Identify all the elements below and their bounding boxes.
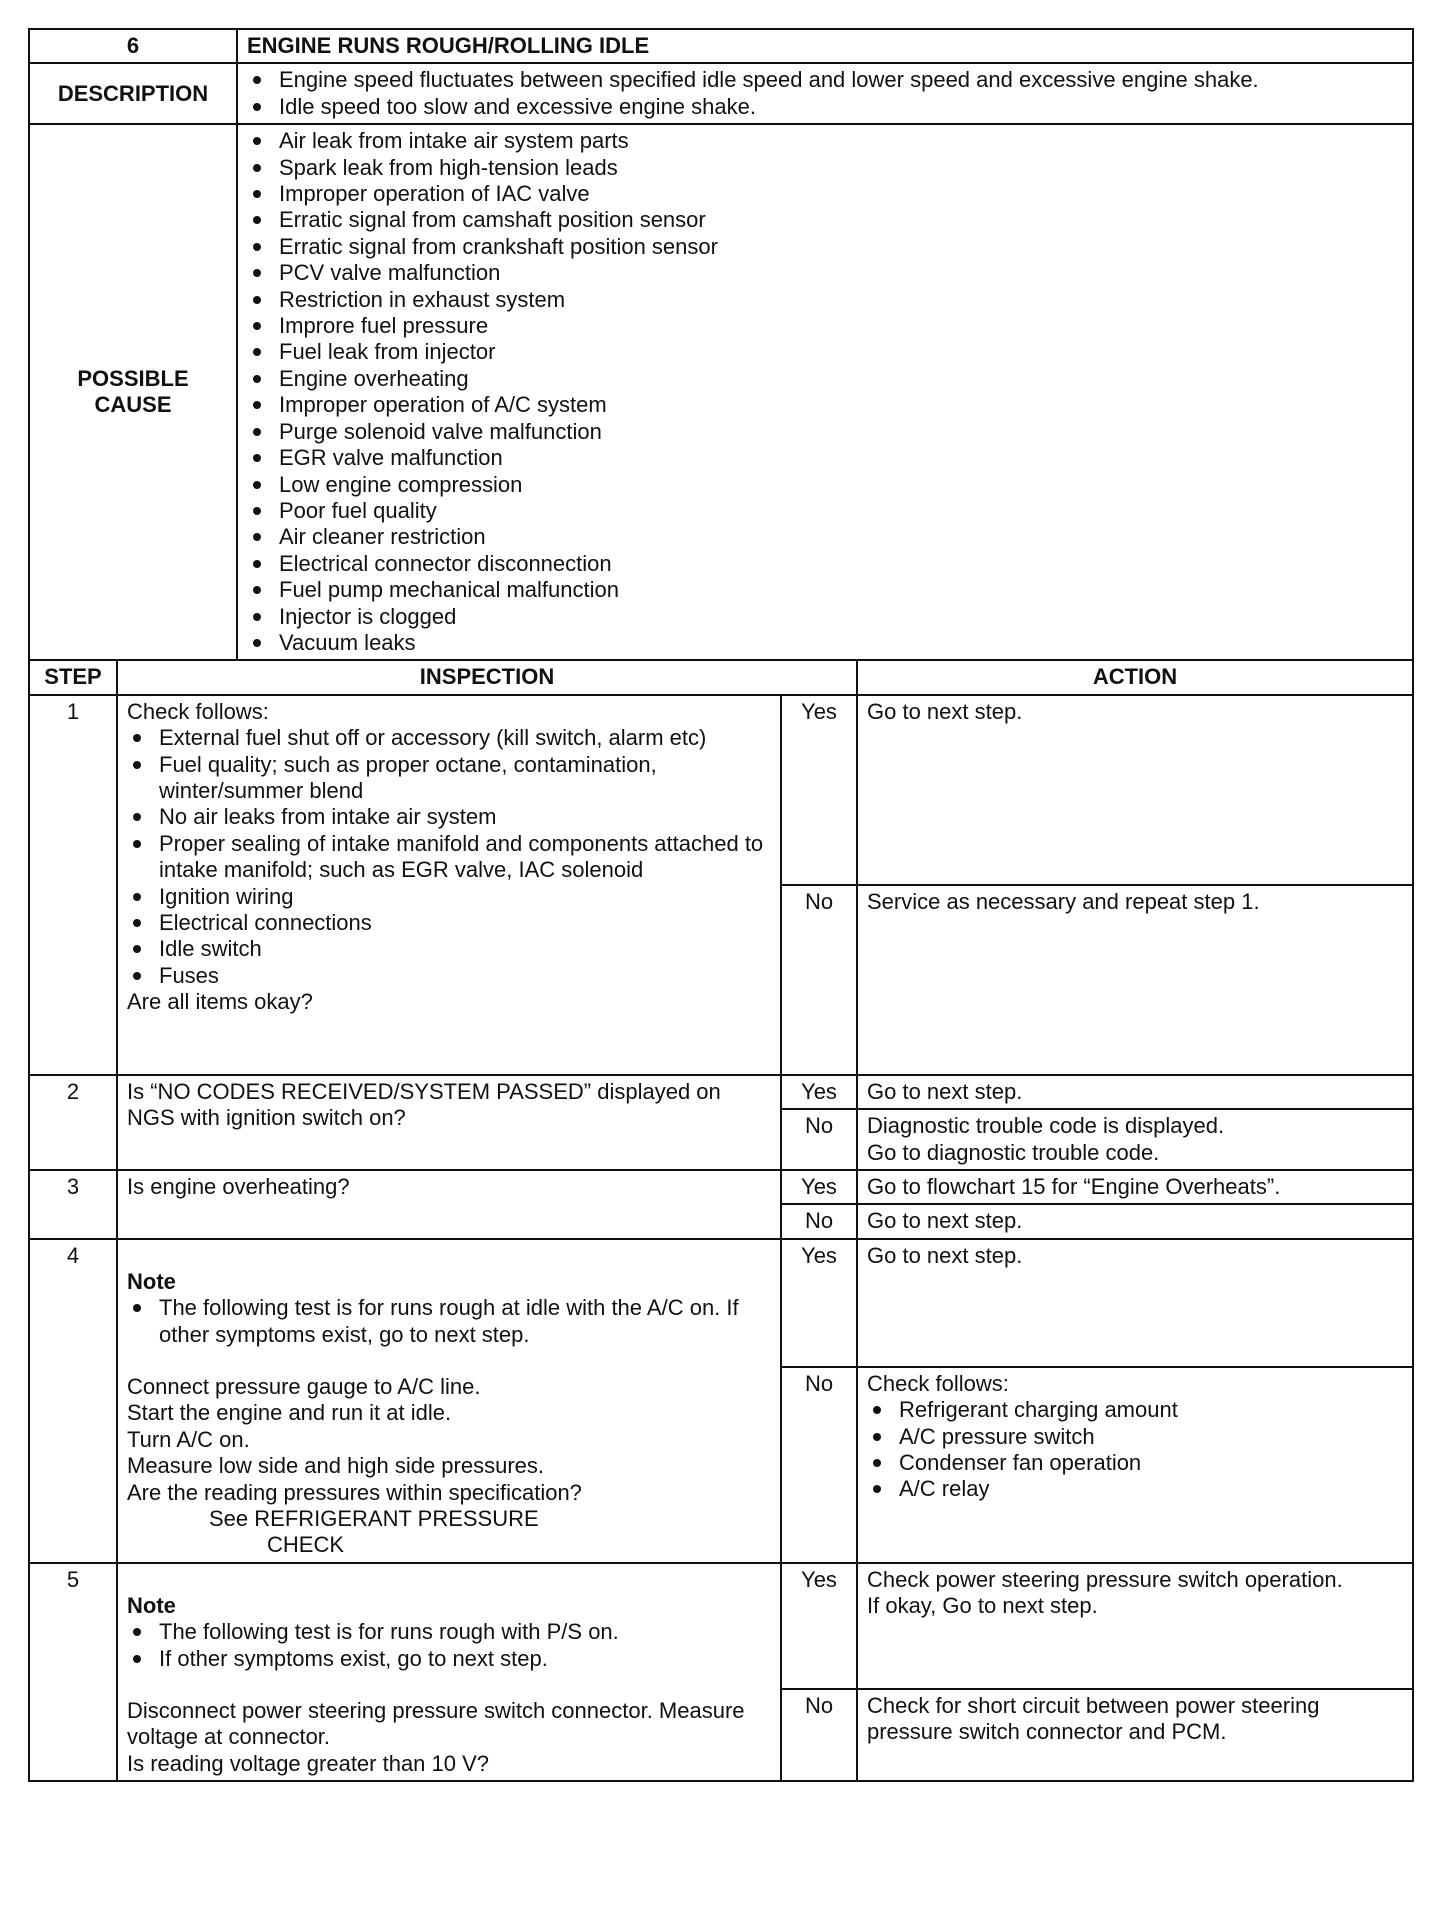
cause-item: Vacuum leaks [247, 630, 1403, 656]
step-2-inspection: Is “NO CODES RECEIVED/SYSTEM PASSED” displayed on NGS with ignition switch on? [117, 1075, 781, 1170]
step-3-yes-row [29, 1170, 1413, 1204]
note-title: Note [127, 1592, 176, 1618]
step-5-line: Disconnect power steering pressure switch connector. Measure voltage at connector. [127, 1698, 745, 1750]
step-1-check-item: No air leaks from intake air system [127, 804, 771, 830]
no-action: Service as necessary and repeat step 1. [857, 885, 1413, 1075]
check-item: Condenser fan operation [867, 1450, 1403, 1476]
yes-action: Go to flowchart 15 for “Engine Overheats”. [857, 1170, 1413, 1204]
spacer [127, 1348, 771, 1374]
step-1-inspection [117, 695, 781, 1075]
step-1-check-item: Fuel quality; such as proper octane, contamination, winter/summer blend [127, 752, 771, 805]
cause-item: Air cleaner restriction [247, 524, 1403, 550]
step-4-line: Connect pressure gauge to A/C line. [127, 1374, 481, 1399]
step-4-line: Start the engine and run it at idle. [127, 1400, 452, 1426]
step-4-inspection [117, 1239, 781, 1563]
description-label: DESCRIPTION [29, 63, 237, 124]
check-item: A/C relay [867, 1476, 1403, 1502]
cause-item: Improre fuel pressure [247, 313, 1403, 339]
cause-item: Erratic signal from camshaft position sensor [247, 207, 1403, 233]
flowchart-number: 6 [29, 29, 237, 63]
no-action-intro: Check follows: [867, 1370, 1009, 1396]
check-item: Refrigerant charging amount [867, 1397, 1403, 1423]
cause-item: EGR valve malfunction [247, 445, 1403, 471]
yes-label: Yes [781, 1239, 857, 1367]
see-reference-line2: CHECK [267, 1532, 345, 1558]
no-action-line: Go to diagnostic trouble code. [867, 1139, 1160, 1165]
cause-item: PCV valve malfunction [247, 260, 1403, 286]
yes-action: Go to next step. [857, 695, 1413, 885]
yes-action [857, 1563, 1413, 1689]
no-action: Check for short circuit between power steering pressure switch connector and PCM. [857, 1689, 1413, 1781]
step-3-inspection: Is engine overheating? [117, 1170, 781, 1239]
inspection-column-header: INSPECTION [117, 660, 857, 694]
step-1-check-item: External fuel shut off or accessory (kill switch, alarm etc) [127, 725, 771, 751]
yes-label: Yes [781, 1170, 857, 1204]
step-4-yes-row [29, 1239, 1413, 1367]
no-label: No [781, 885, 857, 1075]
no-label: No [781, 1689, 857, 1781]
step-1-intro: Check follows: [127, 698, 269, 724]
step-4-line: Are the reading pressures within specification? [127, 1479, 582, 1505]
cause-item: Engine overheating [247, 366, 1403, 392]
cause-item: Poor fuel quality [247, 498, 1403, 524]
yes-action-line: Check power steering pressure switch operation. [867, 1566, 1343, 1592]
cause-item: Erratic signal from crankshaft position sensor [247, 234, 1403, 260]
description-item: Idle speed too slow and excessive engine shake. [247, 94, 1403, 120]
cause-item: Electrical connector disconnection [247, 551, 1403, 577]
no-label: No [781, 1109, 857, 1170]
no-action: Go to next step. [857, 1204, 1413, 1238]
no-action [857, 1109, 1413, 1170]
yes-label: Yes [781, 1563, 857, 1689]
note-item: The following test is for runs rough at idle with the A/C on. If other symptoms exist, go to next step. [127, 1295, 771, 1348]
see-reference: See REFRIGERANT PRESSURE [209, 1506, 539, 1532]
step-1-check-item: Fuses [127, 963, 771, 989]
yes-action: Go to next step. [857, 1239, 1413, 1367]
action-column-header: ACTION [857, 660, 1413, 694]
step-5-line: Is reading voltage greater than 10 V? [127, 1750, 490, 1776]
possible-cause-label-line1: POSSIBLE [77, 365, 189, 391]
yes-label: Yes [781, 1075, 857, 1109]
step-5-inspection [117, 1563, 781, 1781]
cause-item: Purge solenoid valve malfunction [247, 419, 1403, 445]
yes-action-line: If okay, Go to next step. [867, 1593, 1098, 1619]
cause-item: Injector is clogged [247, 604, 1403, 630]
step-number: 4 [29, 1239, 117, 1563]
note-title: Note [127, 1268, 176, 1294]
possible-cause-content [237, 124, 1413, 660]
step-number: 1 [29, 695, 117, 1075]
no-action-line: Diagnostic trouble code is displayed. [867, 1113, 1225, 1139]
no-label: No [781, 1367, 857, 1563]
step-1-yes-row [29, 695, 1413, 885]
description-row [29, 63, 1413, 124]
diagnostic-table [28, 28, 1414, 1782]
step-1-check-item: Idle switch [127, 936, 771, 962]
possible-cause-row [29, 124, 1413, 660]
cause-item: Low engine compression [247, 472, 1403, 498]
step-5-yes-row [29, 1563, 1413, 1689]
description-content [237, 63, 1413, 124]
cause-item: Restriction in exhaust system [247, 287, 1403, 313]
header-row [29, 29, 1413, 63]
possible-cause-label-line2: CAUSE [94, 392, 172, 418]
step-1-check-item: Electrical connections [127, 910, 771, 936]
step-4-line: Measure low side and high side pressures. [127, 1453, 545, 1479]
cause-item: Improper operation of IAC valve [247, 181, 1403, 207]
note-item: The following test is for runs rough with P/S on. [127, 1619, 771, 1645]
column-header-row [29, 660, 1413, 694]
step-number: 3 [29, 1170, 117, 1239]
step-number: 5 [29, 1563, 117, 1781]
yes-label: Yes [781, 695, 857, 885]
step-number: 2 [29, 1075, 117, 1170]
yes-action: Go to next step. [857, 1075, 1413, 1109]
no-label: No [781, 1204, 857, 1238]
step-2-yes-row [29, 1075, 1413, 1109]
flowchart-title: ENGINE RUNS ROUGH/ROLLING IDLE [237, 29, 1413, 63]
cause-item: Improper operation of A/C system [247, 392, 1403, 418]
spacer [127, 1672, 771, 1698]
no-action [857, 1367, 1413, 1563]
step-1-check-item: Ignition wiring [127, 884, 771, 910]
note-item: If other symptoms exist, go to next step. [127, 1646, 771, 1672]
cause-item: Fuel leak from injector [247, 339, 1403, 365]
cause-item: Fuel pump mechanical malfunction [247, 577, 1403, 603]
step-1-check-item: Proper sealing of intake manifold and components attached to intake manifold; such as EGR valve, IAC solenoid [127, 831, 771, 884]
step-1-question: Are all items okay? [127, 989, 313, 1015]
diagnostic-page [28, 28, 1412, 1782]
possible-cause-label [29, 124, 237, 660]
cause-item: Air leak from intake air system parts [247, 128, 1403, 154]
step-column-header: STEP [29, 660, 117, 694]
cause-item: Spark leak from high-tension leads [247, 155, 1403, 181]
check-item: A/C pressure switch [867, 1424, 1403, 1450]
description-item: Engine speed fluctuates between specified idle speed and lower speed and excessive engine shake. [247, 67, 1403, 93]
step-4-line: Turn A/C on. [127, 1426, 250, 1452]
